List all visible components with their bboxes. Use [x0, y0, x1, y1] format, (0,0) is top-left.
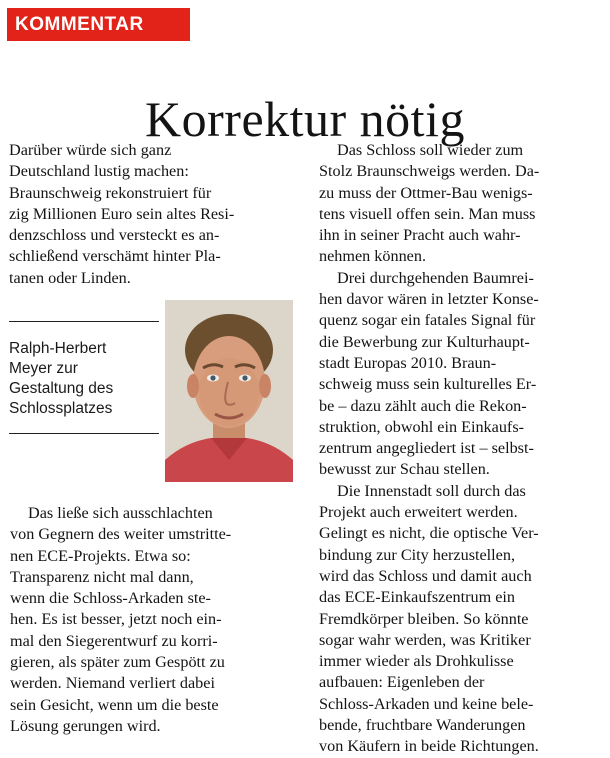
text-line: gieren, als später zum Gespött zu [10, 653, 225, 672]
text-line: Die Innenstadt soll durch das [337, 481, 526, 500]
text-line: hen davor wären in letzter Konse- [319, 290, 539, 309]
article-column-1-continued [10, 503, 300, 737]
text-line: Schloss-Arkaden und keine bele- [319, 694, 534, 713]
photo-caption [9, 339, 169, 419]
text-line: bindung zur City herzustellen, [319, 545, 516, 564]
text-line: die Bewerbung zur Kulturhaupt- [319, 332, 530, 351]
text-line: sogar wahr werden, was Kritiker [319, 630, 531, 649]
text-line: Braunschweig rekonstruiert für [9, 183, 212, 202]
text-line: Transparenz nicht mal dann, [10, 567, 194, 586]
text-line: Darüber würde sich ganz [9, 141, 172, 159]
text-line: Das ließe sich ausschlachten [28, 504, 213, 522]
caption-line: Schlossplatzes [9, 400, 113, 417]
text-line: tanen oder Linden. [9, 268, 131, 287]
article-column-2 [319, 140, 609, 758]
text-line: Deutschland lustig machen: [9, 162, 189, 181]
caption-line: Ralph-Herbert [9, 340, 107, 357]
text-line: be – dazu zählt auch die Rekon- [319, 396, 527, 415]
text-line: bewusst zur Schau stellen. [319, 460, 490, 479]
text-line: aufbauen: Eigenleben der [319, 673, 485, 692]
text-line: denzschloss und versteckt es an- [9, 226, 220, 245]
text-line: Stolz Braunschweigs werden. Da- [319, 162, 540, 181]
text-line: tens visuell offen sein. Man muss [319, 204, 536, 223]
text-line: Gelingt es nicht, die optische Ver- [319, 524, 539, 543]
text-line: das ECE-Einkaufszentrum ein [319, 588, 515, 607]
text-line: Lösung gerungen wird. [10, 716, 161, 735]
text-line: nen ECE-Projekts. Etwa so: [10, 546, 191, 565]
text-line: sein Gesicht, wenn um die beste [10, 695, 219, 714]
text-line: von Gegnern des weiter umstritte- [10, 525, 232, 544]
text-line: von Käufern in beide Richtungen. [319, 737, 539, 756]
text-line: zentrum angegliedert ist – selbst- [319, 439, 534, 458]
text-line: werden. Niemand verliert dabei [10, 674, 215, 693]
text-line: zu muss der Ottmer-Bau wenigs- [319, 183, 533, 202]
text-line: stadt Europas 2010. Braun- [319, 353, 497, 372]
text-line: ihn in seiner Pracht auch wahr- [319, 226, 521, 245]
text-line: nehmen können. [319, 247, 426, 266]
caption-rule-bottom [9, 433, 159, 434]
text-line: struktion, obwohl ein Einkaufs- [319, 417, 525, 436]
text-line: Fremdkörper bleiben. So könnte [319, 609, 529, 628]
text-line: Drei durchgehenden Baumrei- [337, 268, 534, 287]
text-line: mal den Siegerentwurf zu korri- [10, 631, 218, 650]
article-column-1 [9, 140, 299, 289]
headline: Korrektur nötig [145, 90, 465, 147]
author-portrait [165, 300, 293, 482]
section-kicker: KOMMENTAR [7, 8, 190, 41]
text-line: Projekt auch erweitert werden. [319, 503, 518, 522]
text-line: zig Millionen Euro sein altes Resi- [9, 204, 235, 223]
text-line: wenn die Schloss-Arkaden ste- [10, 589, 211, 608]
caption-rule-top [9, 321, 159, 322]
text-line: Das Schloss soll wieder zum [337, 141, 524, 159]
text-line: schließend verschämt hinter Pla- [9, 247, 221, 266]
caption-line: Gestaltung des [9, 380, 114, 397]
text-line: hen. Es ist besser, jetzt noch ein- [10, 610, 222, 629]
text-line: quenz sogar ein fatales Signal für [319, 311, 536, 330]
text-line: wird das Schloss und damit auch [319, 566, 532, 585]
caption-line: Meyer zur [9, 360, 78, 377]
text-line: schweig muss sein kulturelles Er- [319, 375, 537, 394]
text-line: immer wieder als Drohkulisse [319, 652, 514, 671]
text-line: bende, fruchtbare Wanderungen [319, 716, 526, 735]
